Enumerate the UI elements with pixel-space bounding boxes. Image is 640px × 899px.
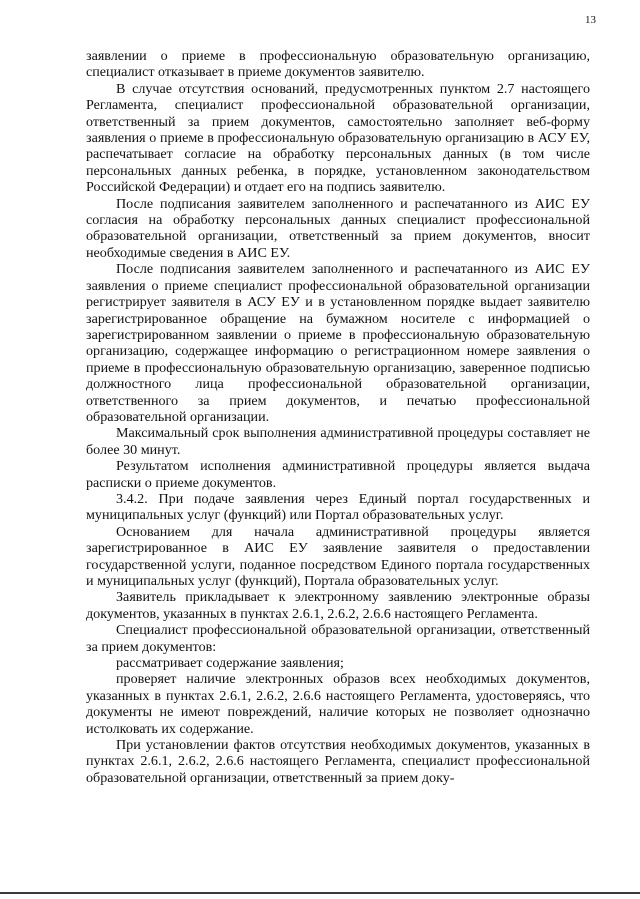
paragraph: После подписания заявителем заполненного и распечатанного из АИС ЕУ согласия на обработку персональных данных специалист профессиональной образовательной организации, ответственный за прием документов, вносит необходимые сведения в АИС ЕУ. [86,195,590,261]
paragraph: Специалист профессиональной образовательной организации, ответственный за прием документов: [86,622,590,655]
paragraph: Максимальный срок выполнения административной процедуры составляет не более 30 минут. [86,425,590,458]
paragraph: проверяет наличие электронных образов всех необходимых документов, указанных в пунктах 2.6.1, 2.6.2, 2.6.6 настоящего Регламента, удостоверяясь, что документы не имеют повреждений, наличие которых не позволяет однозначно истолковать их содержание. [86,671,590,737]
paragraph: Результатом исполнения административной процедуры является выдача расписки о приеме документов. [86,458,590,491]
body-text [86,48,590,786]
page-number: 13 [585,14,596,26]
paragraph: рассматривает содержание заявления; [116,655,344,672]
paragraph: Заявитель прикладывает к электронному заявлению электронные образы документов, указанных в пунктах 2.6.1, 2.6.2, 2.6.6 настоящего Регламента. [86,589,590,622]
paragraph: При установлении фактов отсутствия необходимых документов, указанных в пунктах 2.6.1, 2.6.2, 2.6.6 настоящего Регламента, специалист профессиональной образовательной организации, ответственный за прием доку- [86,737,590,786]
paragraph: 3.4.2. При подаче заявления через Единый портал государственных и муниципальных услуг (функций) или Портал образовательных услуг. [86,490,590,524]
paragraph: Основанием для начала административной процедуры является зарегистрированное в АИС ЕУ заявление заявителя о предоставлении государственной услуги, поданное посредством Единого портала государственных и муниципальных услуг (функций), Портала образовательных услуг. [86,523,590,589]
bottom-rule [0,892,640,894]
paragraph: заявлении о приеме в профессиональную образовательную организацию, специалист отказывает в приеме документов заявителю. [86,48,590,81]
paragraph: В случае отсутствия оснований, предусмотренных пунктом 2.7 настоящего Регламента, специалист профессиональной образовательной организации, ответственный за прием документов, самостоятельно заполняет веб-форму заявления о приеме в профессиональную образовательную организацию в АСУ ЕУ, распечатывает согласие на обработку персональных данных (в том числе персональных данных ребенка, в порядке, установленном законодательством Российской Федерации) и отдает его на подпись заявителю. [86,80,590,196]
paragraph: После подписания заявителем заполненного и распечатанного из АИС ЕУ заявления о приеме специалист профессиональной образовательной организации регистрирует заявителя в АСУ ЕУ и в установленном порядке выдает заявителю зарегистрированное обращение на бумажном носителе с информацией о зарегистрированном заявлении о приеме в профессиональную образовательную организацию, содержащее информацию о регистрационном номере заявления о приеме в профессиональную образовательную организацию, заверенное подписью должностного лица профессиональной образовательной организации, ответственного за прием документов, и печатью профессиональной образовательной организации. [86,261,590,425]
